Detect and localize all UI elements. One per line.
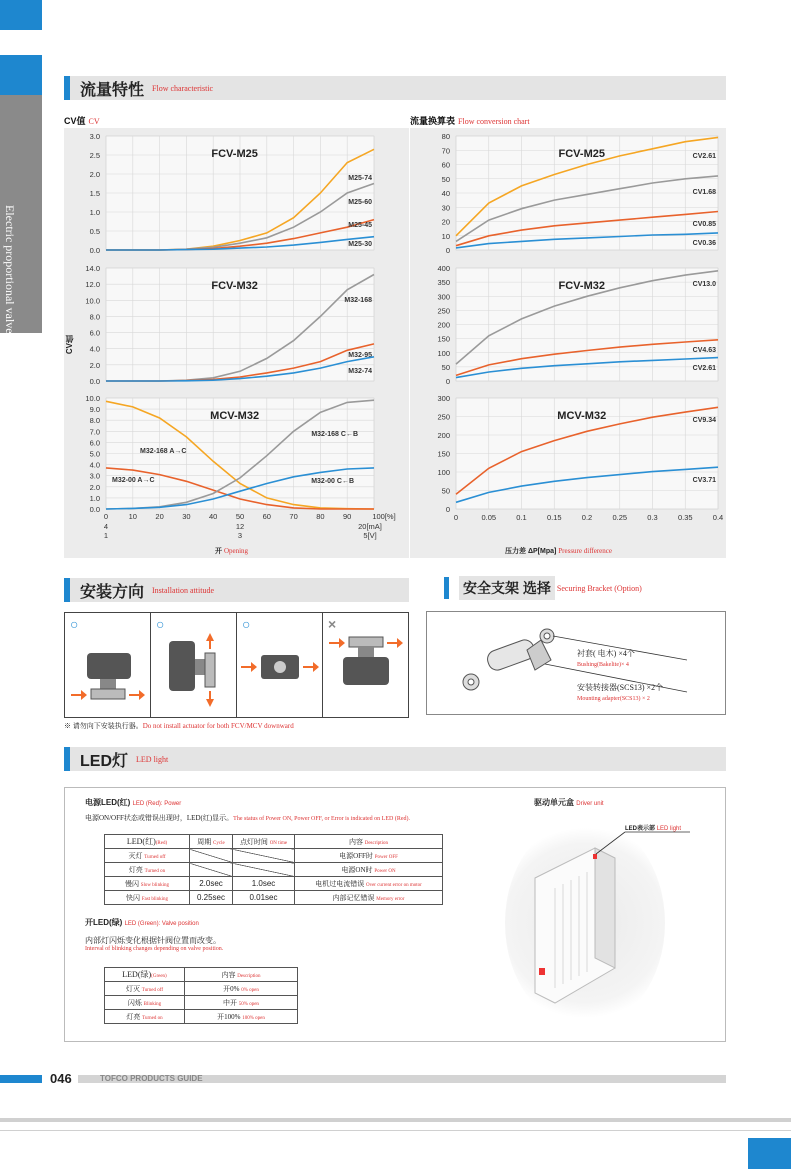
x-tick-label: 70 (289, 512, 298, 521)
hdr-zh: LED(绿) (122, 970, 152, 979)
y-tick-label: 0 (445, 246, 450, 255)
green-led-head-zh: 开LED(绿) (85, 918, 123, 927)
state-zh: 灯亮 (128, 865, 143, 874)
install-cell-2 (151, 613, 237, 718)
install-note-zh: ※ 请勿向下安装执行器。 (64, 722, 143, 730)
cell-desc (295, 849, 443, 863)
x-tick-label: 0.35 (677, 513, 693, 522)
cell-desc (295, 891, 443, 905)
y-tick-label: 0.5 (89, 227, 100, 236)
y-tick-label: 80 (441, 132, 450, 141)
led-pointer (590, 828, 690, 858)
series-label: CV13.0 (692, 281, 716, 288)
install-section-header (64, 578, 409, 602)
table-row (105, 877, 443, 891)
x-tick-label: 0 (453, 513, 459, 522)
series-label: M25-45 (348, 222, 372, 229)
cell-on (233, 863, 295, 877)
install-diagram-box (64, 612, 409, 718)
y-tick-label: 4.0 (89, 344, 100, 354)
table-row (105, 982, 298, 996)
x-tick-label-v: 5[V] (363, 531, 377, 540)
y-tick-label: 100 (437, 468, 450, 477)
desc-en: 100% open (242, 1015, 265, 1021)
ok-mark: ○ (242, 616, 251, 632)
x-tick-label-ma: 12 (235, 522, 245, 531)
cv-x-caption (215, 546, 248, 556)
desc-en: 50% open (238, 1001, 259, 1007)
x-tick-label: 30 (182, 512, 191, 521)
conv-x-caption-en: Pressure difference (558, 547, 612, 555)
power-led-head-zh: 电源LED(红) (85, 798, 131, 807)
desc-zh: 内部记忆错误 (332, 893, 375, 902)
bottom-right-tab (748, 1138, 791, 1169)
y-tick-label: 150 (437, 449, 450, 459)
bracket-section-header (444, 576, 727, 600)
conv-x-caption-unit: ΔP[Mpa] (527, 548, 557, 555)
y-tick-label: 6.0 (89, 438, 100, 448)
state-zh: 闪烁 (127, 998, 142, 1007)
state-en: Turned off (144, 854, 166, 860)
series-label: CV2.61 (692, 365, 716, 372)
desc-en: Over current error on motor (365, 882, 422, 888)
desc-zh: 电机过电流错误 (315, 879, 365, 888)
section-marker (444, 577, 449, 599)
y-tick-label: 250 (437, 306, 450, 316)
state-zh: 慢闪 (125, 879, 140, 888)
charts-svg (0, 0, 791, 570)
x-tick-label-ma: 20[mA] (358, 522, 382, 531)
state-en: Turned on (142, 1015, 163, 1021)
cv-caption-zh: CV值 (64, 116, 86, 126)
cell-cycle (190, 863, 233, 877)
hdr-en: ON time (269, 840, 288, 846)
install-title: 安装方向 (80, 583, 145, 601)
x-tick-label: 60 (262, 512, 271, 521)
desc-en: Memory error (376, 896, 405, 902)
state-zh: 灯亮 (126, 1012, 141, 1021)
install-cell-1 (65, 613, 151, 718)
power-led-desc (85, 813, 410, 823)
chart-title: MCV-M32 (210, 410, 260, 422)
state-zh: 快闪 (125, 893, 140, 902)
y-tick-label: 2.0 (89, 360, 100, 370)
conv-caption-en: Flow conversion chart (458, 117, 530, 126)
series-label: CV2.61 (692, 153, 716, 160)
series-label: M25-74 (348, 175, 372, 182)
bracket-item1-en: Bushing(Bakelite)× 4 (577, 662, 629, 668)
x-tick-label: 100[%] (372, 512, 396, 521)
y-tick-label: 10.0 (85, 394, 100, 403)
section-marker (64, 578, 70, 602)
footer-guide: TOFCO PRODUCTS GUIDE (100, 1074, 203, 1083)
bracket-item2-en: Mounting adapter(SCS13) × 2 (577, 696, 650, 702)
table-header-row (105, 835, 443, 849)
table-header (233, 835, 295, 849)
table-row (105, 891, 443, 905)
led-display-zh: LED表示部 (625, 826, 656, 832)
y-tick-label: 150 (437, 334, 450, 344)
power-led-desc-en: The status of Power ON, Power OFF, or Error is indicated on LED (Red). (233, 816, 410, 822)
hdr-en: (Green) (151, 974, 167, 979)
x-tick-label: 20 (155, 512, 164, 521)
x-tick-label: 90 (343, 512, 352, 521)
x-tick-label: 0.3 (647, 513, 658, 522)
hdr-zh: 周期 (197, 837, 212, 846)
table-header (190, 835, 233, 849)
y-tick-label: 3.0 (89, 471, 100, 481)
driver-unit-en: Driver unit (576, 801, 604, 807)
state-en: Blinking (143, 1001, 162, 1007)
led-title: LED灯 (80, 752, 129, 770)
green-led-desc-zh: 内部灯闪烁变化根据针阀位置而改变。 (85, 936, 221, 945)
x-tick-label: 0.2 (581, 513, 593, 522)
desc-zh: 电源OFF时 (339, 851, 373, 860)
flow-title-en: Flow characteristic (152, 83, 214, 93)
state-en: Fast blinking (141, 896, 168, 902)
cell-on: 1.0sec (233, 877, 295, 891)
bottom-rule-1 (0, 1118, 791, 1122)
series-label: M25-30 (348, 241, 372, 248)
hdr-en: Cycle (213, 840, 225, 846)
series-label: CV3.71 (692, 477, 716, 484)
desc-zh: 电源ON时 (341, 865, 373, 874)
table-row (105, 849, 443, 863)
x-tick-label: 0 (103, 512, 109, 521)
bracket-item1: 衬套( 电木) ×4个 (577, 649, 635, 658)
ok-mark: ○ (156, 616, 165, 632)
y-tick-label: 7.0 (89, 427, 100, 437)
conv-x-caption (505, 546, 612, 556)
cell-state (105, 863, 190, 877)
x-tick-label: 0.1 (516, 513, 527, 522)
x-tick-label: 80 (316, 512, 325, 521)
y-tick-label: 5.0 (89, 449, 100, 459)
cell-state (105, 996, 185, 1010)
bracket-box (426, 611, 726, 715)
chart-title: MCV-M32 (557, 410, 607, 422)
state-zh: 灯灭 (125, 984, 140, 993)
driver-unit-caption (534, 797, 604, 808)
y-tick-label: 4.0 (89, 460, 100, 470)
x-tick-label: 0.05 (481, 513, 497, 522)
cell-on: 0.01sec (233, 891, 295, 905)
y-tick-label: 3.0 (89, 132, 100, 141)
table-row (105, 863, 443, 877)
desc-en: 0% open (241, 987, 259, 993)
y-tick-label: 14.0 (85, 264, 100, 273)
install-title-en: Installation attitude (152, 585, 214, 595)
x-tick-label: 40 (209, 512, 218, 521)
x-tick-label: 0.25 (612, 513, 628, 522)
y-tick-label: 0 (445, 377, 450, 386)
desc-zh: 开100% (217, 1012, 241, 1021)
flow-title: 流量特性 (80, 81, 145, 99)
y-tick-label: 10 (441, 231, 450, 241)
state-zh: 灭灯 (128, 851, 143, 860)
page-number: 046 (50, 1071, 72, 1086)
series-label: M32-168 A→C (140, 448, 187, 455)
hdr-en: Description (364, 840, 389, 846)
cell-desc (185, 982, 298, 996)
chart-title: FCV-M25 (558, 148, 605, 160)
y-tick-label: 40 (441, 189, 450, 198)
bracket-title: 安全支架 选择 (459, 576, 555, 600)
cell-state (105, 877, 190, 891)
bottom-rule-2 (0, 1130, 791, 1131)
install-note-en: Do not install actuator for both FCV/MCV downward (142, 722, 294, 730)
chart-title: FCV-M32 (211, 280, 258, 292)
cell-desc (295, 863, 443, 877)
led-title-en: LED light (136, 754, 169, 764)
table-header (295, 835, 443, 849)
hdr-zh: LED(红) (126, 837, 156, 846)
led-section-header (64, 747, 726, 771)
y-tick-label: 350 (437, 278, 450, 288)
y-tick-label: 0.0 (89, 246, 100, 255)
table-header (105, 968, 185, 982)
series-label: CV9.34 (692, 417, 716, 424)
series-label: CV0.85 (692, 221, 716, 228)
y-tick-label: 2.0 (89, 482, 100, 492)
desc-en: Power OFF (374, 854, 398, 860)
hdr-zh: 内容 (221, 970, 236, 979)
red-led-table (104, 834, 443, 905)
table-header (185, 968, 298, 982)
y-tick-label: 1.5 (89, 189, 100, 198)
y-tick-label: 6.0 (89, 328, 100, 338)
y-tick-label: 1.0 (89, 493, 100, 503)
cell-cycle (190, 849, 233, 863)
series-label: M25-60 (348, 199, 372, 206)
y-tick-label: 200 (437, 431, 450, 440)
y-tick-label: 300 (437, 394, 450, 403)
cell-desc (185, 996, 298, 1010)
chart-title: FCV-M32 (558, 280, 605, 292)
side-tab-label: Electric proportional valve (3, 205, 17, 334)
power-led-head (85, 797, 181, 808)
cv-caption-en: CV (88, 117, 100, 126)
footer-accent (0, 1075, 42, 1083)
cell-desc (295, 877, 443, 891)
y-tick-label: 250 (437, 412, 450, 422)
y-tick-label: 0.0 (89, 377, 100, 386)
green-led-head-en: LED (Green): Valve position (124, 921, 199, 927)
y-tick-label: 200 (437, 320, 450, 330)
cv-x-caption-zh: 开 (215, 548, 222, 555)
y-tick-label: 10.0 (85, 296, 100, 306)
y-tick-label: 8.0 (89, 416, 100, 426)
y-tick-label: 2.0 (89, 170, 100, 179)
x-tick-label-v: 3 (237, 531, 243, 540)
series-label: M32-95 (348, 352, 372, 359)
x-tick-label-v: 1 (103, 531, 109, 540)
series-label: M32-74 (348, 368, 372, 375)
desc-zh: 中开 (223, 998, 238, 1007)
install-note (64, 721, 294, 731)
install-cell-4 (323, 613, 409, 718)
table-header (105, 835, 190, 849)
hdr-en: Description (237, 973, 261, 979)
chart-title: FCV-M25 (211, 148, 258, 160)
y-tick-label: 400 (437, 264, 450, 273)
desc-en: Power ON (374, 868, 396, 874)
y-tick-label: 50 (441, 174, 450, 184)
cv-y-label: CV值 (65, 335, 74, 355)
cell-cycle: 2.0sec (190, 877, 233, 891)
x-tick-label: 0.15 (546, 513, 562, 522)
table-row (105, 996, 298, 1010)
cell-desc (185, 1010, 298, 1024)
series-label: CV0.36 (692, 240, 716, 247)
cell-state (105, 1010, 185, 1024)
cell-state (105, 849, 190, 863)
green-led-desc-en: Interval of blinking changes depending on valve position. (85, 946, 224, 952)
y-tick-label: 300 (437, 292, 450, 302)
x-tick-label-ma: 4 (103, 522, 109, 531)
y-tick-label: 100 (437, 348, 450, 358)
hdr-en: (Red) (155, 841, 168, 846)
y-tick-label: 30 (441, 203, 450, 213)
ng-mark: × (328, 616, 337, 632)
y-tick-label: 50 (441, 362, 450, 372)
y-tick-label: 70 (441, 146, 450, 156)
hdr-zh: 点灯时间 (239, 837, 268, 846)
y-tick-label: 9.0 (89, 405, 100, 415)
table-header-row (105, 968, 298, 982)
x-tick-label: 50 (235, 512, 245, 521)
x-tick-label: 0.4 (712, 513, 724, 522)
y-tick-label: 50 (441, 486, 450, 496)
series-label: M32-00 A→C (112, 477, 155, 484)
green-led-table (104, 967, 298, 1024)
green-led-head (85, 917, 199, 928)
power-led-desc-zh: 电源ON/OFF状态或错误出现时，LED(红)显示。 (85, 814, 234, 822)
desc-zh: 开0% (223, 984, 240, 993)
cell-state (105, 891, 190, 905)
series-label: CV1.68 (692, 189, 716, 196)
table-row (105, 1010, 298, 1024)
y-tick-label: 1.0 (89, 208, 100, 217)
bracket-title-en: Securing Bracket (Option) (556, 583, 642, 593)
series-label: CV4.63 (692, 347, 716, 354)
cv-x-caption-en: Opening (223, 547, 249, 555)
y-tick-label: 2.5 (89, 151, 100, 160)
y-tick-label: 8.0 (89, 312, 100, 322)
x-tick-label: 10 (128, 512, 137, 521)
y-tick-label: 60 (441, 160, 450, 170)
bracket-item2: 安装转接器(SCS13) ×2个 (577, 683, 664, 692)
cell-state (105, 982, 185, 996)
y-tick-label: 12.0 (85, 280, 100, 290)
cell-on (233, 849, 295, 863)
series-label: M32-168 (344, 297, 372, 304)
conv-caption-zh: 流量换算表 (410, 116, 456, 126)
y-tick-label: 0 (445, 505, 450, 514)
led-display-en: LED light (656, 826, 682, 832)
section-marker (64, 747, 70, 771)
state-en: Slow blinking (140, 882, 169, 888)
y-tick-label: 20 (441, 217, 450, 227)
hdr-zh: 内容 (348, 837, 363, 846)
power-led-head-en: LED (Red): Power (132, 801, 182, 807)
ok-mark: ○ (70, 616, 79, 632)
series-label: M32-00 C←B (311, 478, 354, 485)
conv-x-caption-zh: 压力差 (505, 548, 526, 555)
state-en: Turned off (141, 987, 163, 993)
driver-unit-zh: 驱动单元盒 (534, 798, 574, 807)
series-label: M32-168 C←B (311, 431, 358, 438)
state-en: Turned on (144, 868, 166, 874)
cell-cycle: 0.25sec (190, 891, 233, 905)
install-cell-3 (237, 613, 323, 718)
y-tick-label: 0.0 (89, 505, 100, 514)
